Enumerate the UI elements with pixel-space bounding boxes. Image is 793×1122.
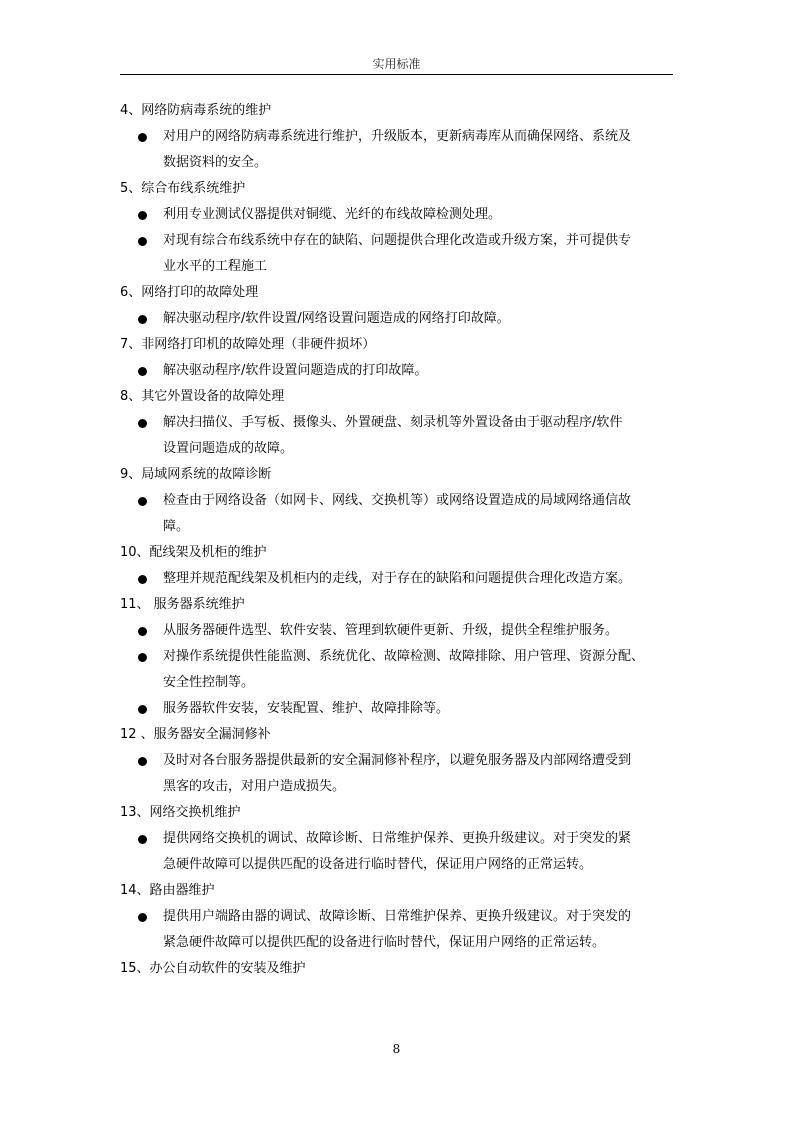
bullet-dot-icon xyxy=(138,315,147,324)
bullet-dot-icon xyxy=(138,835,147,844)
bullet-dot-icon xyxy=(138,575,147,584)
bullet-item-continuation: 业水平的工程施工 xyxy=(163,259,268,274)
bullet-item-text: 提供网络交换机的调试、故障诊断、日常维护保养、更换升级建议。对于突发的紧 xyxy=(163,831,632,846)
bullet-dot-icon xyxy=(138,497,147,506)
bullet-dot-icon xyxy=(138,211,147,220)
bullet-item xyxy=(120,826,680,852)
bullet-item-continuation: 安全性控制等。 xyxy=(163,675,255,690)
bullet-item-text: 从服务器硬件选型、软件安装、管理到软硬件更新、升级，提供全程维护服务。 xyxy=(163,623,619,638)
bullet-item-continuation: 数据资料的安全。 xyxy=(163,155,268,170)
bullet-dot-icon xyxy=(138,757,147,766)
bullet-item xyxy=(120,358,680,384)
bullet-item xyxy=(120,306,680,332)
bullet-dot-icon xyxy=(138,237,147,246)
bullet-dot-icon xyxy=(138,627,147,636)
bullet-item-text: 对现有综合布线系统中存在的缺陷、问题提供合理化改造或升级方案，并可提供专 xyxy=(163,233,632,248)
bullet-item-continuation: 黑客的攻击，对用户造成损失。 xyxy=(163,779,346,794)
bullet-item-text: 对用户的网络防病毒系统进行维护，升级版本，更新病毒库从而确保网络、系统及 xyxy=(163,129,632,144)
section-heading: 6、网络打印的故障处理 xyxy=(120,285,259,300)
section-heading: 5、综合布线系统维护 xyxy=(120,181,246,196)
bullet-item xyxy=(120,696,680,722)
section-heading: 10、配线架及机柜的维护 xyxy=(120,545,267,560)
section-heading: 11、 服务器系统维护 xyxy=(120,597,245,612)
bullet-item xyxy=(120,202,680,228)
bullet-item-text: 整理并规范配线架及机柜内的走线，对于存在的缺陷和问题提供合理化改造方案。 xyxy=(163,571,632,586)
bullet-item xyxy=(120,228,680,254)
bullet-item-text: 解决扫描仪、手写板、摄像头、外置硬盘、刻录机等外置设备由于驱动程序/软件 xyxy=(163,415,623,430)
bullet-item-continuation: 障。 xyxy=(163,519,190,534)
section-heading: 4、网络防病毒系统的维护 xyxy=(120,103,272,118)
bullet-item-text: 利用专业测试仪器提供对铜缆、光纤的布线故障检测处理。 xyxy=(163,207,502,222)
section-heading: 7、非网络打印机的故障处理（非硬件损坏） xyxy=(120,337,376,352)
page-number: 8 xyxy=(392,1042,401,1056)
section-heading: 13、网络交换机维护 xyxy=(120,805,241,820)
page-header-title: 实用标准 xyxy=(372,57,421,71)
bullet-dot-icon xyxy=(138,653,147,662)
bullet-item-text: 对操作系统提供性能监测、系统优化、故障检测、故障排除、用户管理、资源分配、 xyxy=(163,649,645,664)
bullet-item-text: 服务器软件安装，安装配置、维护、故障排除等。 xyxy=(163,701,450,716)
bullet-item-text: 解决驱动程序/软件设置问题造成的打印故障。 xyxy=(163,363,428,378)
bullet-item xyxy=(120,618,680,644)
bullet-item-continuation: 设置问题造成的故障。 xyxy=(163,441,294,456)
section-heading: 9、局域网系统的故障诊断 xyxy=(120,467,272,482)
bullet-item-text: 提供用户端路由器的调试、故障诊断、日常维护保养、更换升级建议。对于突发的 xyxy=(163,909,632,924)
bullet-item xyxy=(120,410,680,436)
bullet-item-text: 检查由于网络设备（如网卡、网线、交换机等）或网络设置造成的局域网络通信故 xyxy=(163,493,632,508)
bullet-dot-icon xyxy=(138,133,147,142)
bullet-item-continuation: 急硬件故障可以提供匹配的设备进行临时替代，保证用户网络的正常运转。 xyxy=(163,857,593,872)
bullet-item xyxy=(120,124,680,150)
section-heading: 12 、服务器安全漏洞修补 xyxy=(120,727,271,742)
bullet-dot-icon xyxy=(138,913,147,922)
bullet-dot-icon xyxy=(138,419,147,428)
section-heading: 15、办公自动软件的安装及维护 xyxy=(120,961,306,976)
bullet-item-continuation: 紧急硬件故障可以提供匹配的设备进行临时替代，保证用户网络的正常运转。 xyxy=(163,935,606,950)
bullet-item xyxy=(120,488,680,514)
bullet-item-text: 及时对各台服务器提供最新的安全漏洞修补程序，以避免服务器及内部网络遭受到 xyxy=(163,753,632,768)
section-heading: 8、其它外置设备的故障处理 xyxy=(120,389,285,404)
bullet-item-text: 解决驱动程序/软件设置/网络设置问题造成的网络打印故障。 xyxy=(163,311,510,326)
bullet-item xyxy=(120,904,680,930)
bullet-dot-icon xyxy=(138,705,147,714)
bullet-item xyxy=(120,566,680,592)
bullet-item xyxy=(120,748,680,774)
header-divider xyxy=(120,74,673,75)
section-heading: 14、路由器维护 xyxy=(120,883,215,898)
document-body xyxy=(120,98,680,982)
bullet-dot-icon xyxy=(138,367,147,376)
bullet-item xyxy=(120,644,680,670)
